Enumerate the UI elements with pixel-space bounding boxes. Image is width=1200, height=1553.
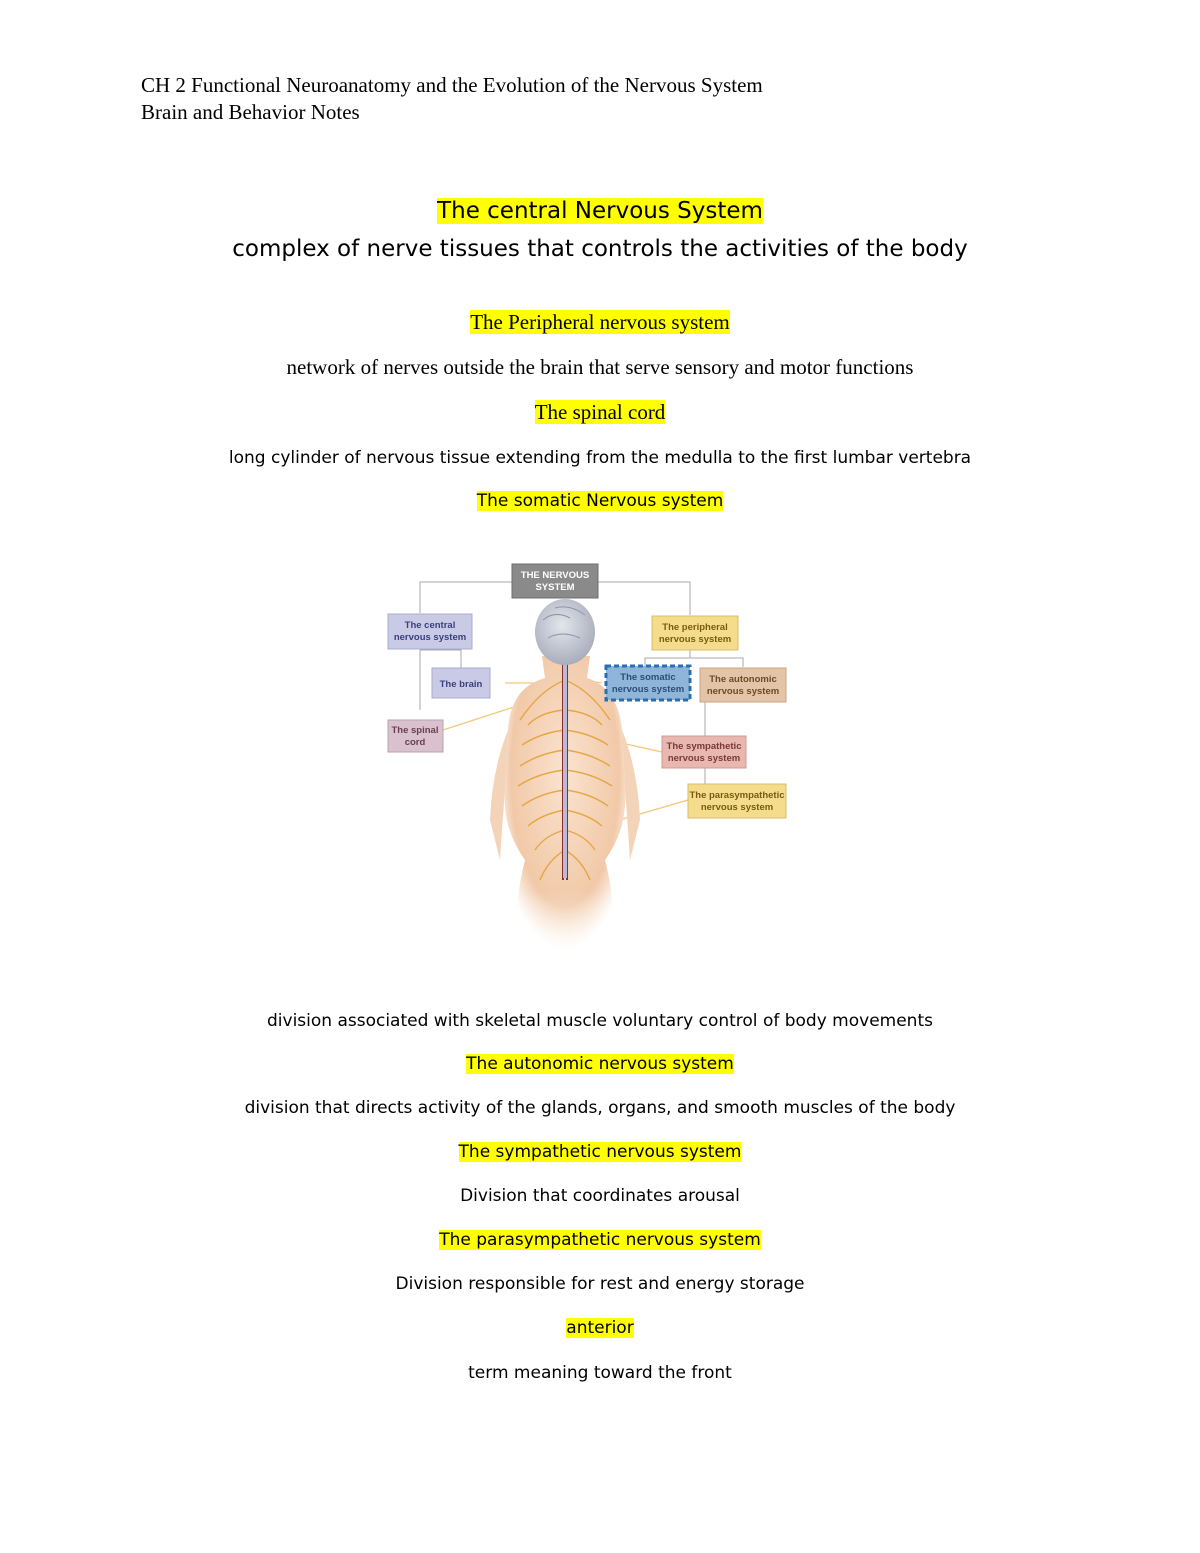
box-nervous-system-line2: SYSTEM (535, 582, 575, 593)
box-brain-line1: The brain (439, 679, 483, 690)
box-somatic-nervous-system (606, 666, 690, 700)
term-parasympathetic: The parasympathetic nervous system (439, 1230, 761, 1250)
box-central-nervous-system (388, 614, 472, 649)
term-spinal-cord: The spinal cord (534, 400, 666, 424)
box-parasympathetic-line1: The parasympathetic (689, 790, 785, 801)
box-sympathetic-line1: The sympathetic (666, 741, 742, 752)
term-autonomic: The autonomic nervous system (466, 1054, 734, 1074)
box-parasympathetic-nervous-system (688, 784, 786, 818)
definition-sympathetic: Division that coordinates arousal (460, 1186, 740, 1206)
box-cns-line2: nervous system (393, 632, 467, 643)
term-sympathetic: The sympathetic nervous system (458, 1142, 742, 1162)
box-autonomic-nervous-system (700, 668, 786, 702)
definition-parasympathetic: Division responsible for rest and energy storage (395, 1274, 805, 1294)
box-pns-line2: nervous system (658, 634, 732, 645)
box-sympathetic-nervous-system (662, 736, 746, 768)
human-figure (480, 599, 650, 980)
definition-anterior: term meaning toward the front (468, 1363, 732, 1383)
box-nervous-system-line1: THE NERVOUS (520, 570, 590, 581)
definition-pns: network of nerves outside the brain that serve sensory and motor functions (286, 355, 914, 379)
box-brain (432, 668, 490, 698)
definition-cns: complex of nerve tissues that controls the activities of the body (232, 236, 968, 262)
document-header (141, 72, 763, 126)
header-title: CH 2 Functional Neuroanatomy and the Evolution of the Nervous System (141, 73, 763, 97)
box-autonomic-line1: The autonomic (709, 674, 777, 685)
box-somatic-line2: nervous system (611, 684, 685, 695)
box-parasympathetic-line2: nervous system (700, 802, 774, 813)
box-spinal-line2: cord (404, 737, 426, 748)
definition-somatic: division associated with skeletal muscle voluntary control of body movements (267, 1011, 933, 1031)
box-somatic-line1: The somatic (620, 672, 676, 683)
box-peripheral-nervous-system (652, 616, 738, 650)
header-subtitle: Brain and Behavior Notes (141, 100, 360, 124)
box-cns-line1: The central (404, 620, 456, 631)
definition-autonomic: division that directs activity of the glands, organs, and smooth muscles of the body (244, 1098, 956, 1118)
box-pns-line1: The peripheral (662, 622, 728, 633)
term-pns: The Peripheral nervous system (470, 310, 730, 334)
term-cns: The central Nervous System (437, 198, 763, 224)
box-autonomic-line2: nervous system (706, 686, 780, 697)
nervous-system-diagram (380, 560, 800, 980)
term-anterior: anterior (566, 1318, 634, 1338)
definition-spinal-cord: long cylinder of nervous tissue extending from the medulla to the first lumbar vertebra (228, 448, 972, 468)
box-spinal-line1: The spinal (391, 725, 439, 736)
box-spinal-cord (388, 720, 443, 752)
term-somatic: The somatic Nervous system (476, 491, 724, 511)
box-nervous-system (512, 564, 598, 598)
box-sympathetic-line2: nervous system (667, 753, 741, 764)
